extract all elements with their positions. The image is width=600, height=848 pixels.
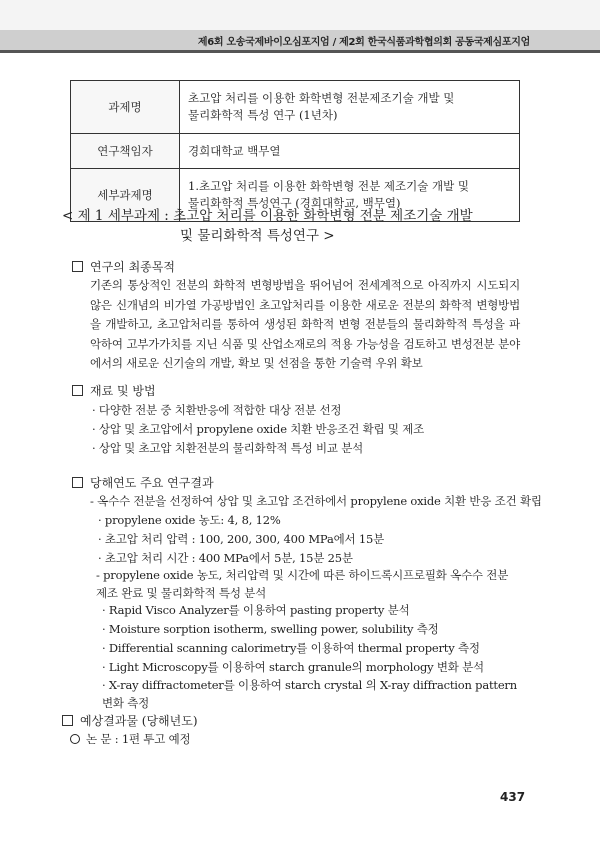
page-number: 437 xyxy=(500,790,526,804)
checkbox-square-icon xyxy=(62,715,73,726)
results-item: · propylene oxide 농도: 4, 8, 12% xyxy=(98,513,281,527)
goal-heading: 연구의 최종목적 xyxy=(72,258,175,275)
project-info-table xyxy=(70,80,520,222)
results-item: · Moisture sorption isotherm, swelling power, solubility 측정 xyxy=(102,622,439,636)
circle-bullet-icon xyxy=(70,734,80,744)
results-item: · Rapid Visco Analyzer를 이용하여 pasting property 분석 xyxy=(102,603,410,617)
checkbox-square-icon xyxy=(72,261,83,272)
expected-heading: 예상결과물 (당해년도) xyxy=(62,712,198,729)
results-subheading: - propylene oxide 농도, 처리압력 및 시간에 따른 하이드록시프로필화 옥수수 전분 제조 완료 및 물리화학적 특성 분석 xyxy=(96,568,509,600)
subproject-title: < 제 1 세부과제 : 초고압 처리를 이용한 화학변형 전분 제조기술 개발 및 물리화학적 특성연구 > xyxy=(62,208,473,244)
results-item: · 초고압 처리 압력 : 100, 200, 300, 400 MPa에서 15분 xyxy=(98,532,385,546)
table-row xyxy=(71,81,520,134)
expected-item: 논 문 : 1편 투고 예정 xyxy=(70,730,190,748)
header-text: 제6회 오송국제바이오심포지엄 / 제2회 한국식품과학협의회 공동국제심포지엄 xyxy=(197,37,530,48)
methods-item: · 다양한 전분 중 치환반응에 적합한 대상 전분 선정 xyxy=(92,403,342,417)
results-subheading: - 옥수수 전분을 선정하여 상압 및 초고압 조건하에서 propylene oxide 치환 반응 조건 확립 xyxy=(90,494,542,508)
page-header xyxy=(0,0,600,53)
project-title-key: 과제명 xyxy=(71,81,180,134)
methods-item: · 상압 및 초고압 치환전분의 물리화학적 특성 비교 분석 xyxy=(92,441,364,455)
results-item: · Light Microscopy를 이용하여 starch granule의 morphology 변화 분석 xyxy=(102,660,484,674)
subproject-value: 1.초고압 처리를 이용한 화학변형 전분 제조기술 개발 및 물리화학적 특성연구 (경희대학교, 백무열) xyxy=(180,169,520,222)
goal-text: 기존의 통상적인 전분의 화학적 변형방법을 뛰어넘어 전세계적으로 아직까지 시도되지 않은 신개념의 비가열 가공방법인 초고압처리를 이용한 새로운 전분의 화학적 변형방법을 개발하고, 초고압처리를 통하여 생성된 화학적 변형 전분들의 물리화학적 특성을 파악하여 고부가가치를 지닌 식품 및 산업소재로의 적용 가능성을 검토하고 변성전분 분야에서의 새로운 신기술의 개발, 확보 및 선점을 통한 기술력 우위 확보 xyxy=(90,278,520,370)
results-item: · X-ray diffractometer를 이용하여 starch crystal 의 X-ray diffraction pattern 변화 측정 xyxy=(102,678,517,710)
checkbox-square-icon xyxy=(72,385,83,396)
principal-investigator-key: 연구책임자 xyxy=(71,134,180,169)
table-row xyxy=(71,134,520,169)
project-title-value: 초고압 처리를 이용한 화학변형 전분제조기술 개발 및 물리화학적 특성 연구 (1년차) xyxy=(180,81,520,134)
subproject-key: 세부과제명 xyxy=(71,169,180,222)
results-item: · 초고압 처리 시간 : 400 MPa에서 5분, 15분 25분 xyxy=(98,551,353,565)
results-heading: 당해연도 주요 연구결과 xyxy=(72,474,214,491)
methods-item: · 상압 및 초고압에서 propylene oxide 치환 반응조건 확립 및 제조 xyxy=(92,422,425,436)
results-item: · Differential scanning calorimetry를 이용하여 thermal property 측정 xyxy=(102,641,480,655)
methods-heading: 재료 및 방법 xyxy=(72,382,156,399)
principal-investigator-value: 경희대학교 백무열 xyxy=(180,134,520,169)
checkbox-square-icon xyxy=(72,477,83,488)
